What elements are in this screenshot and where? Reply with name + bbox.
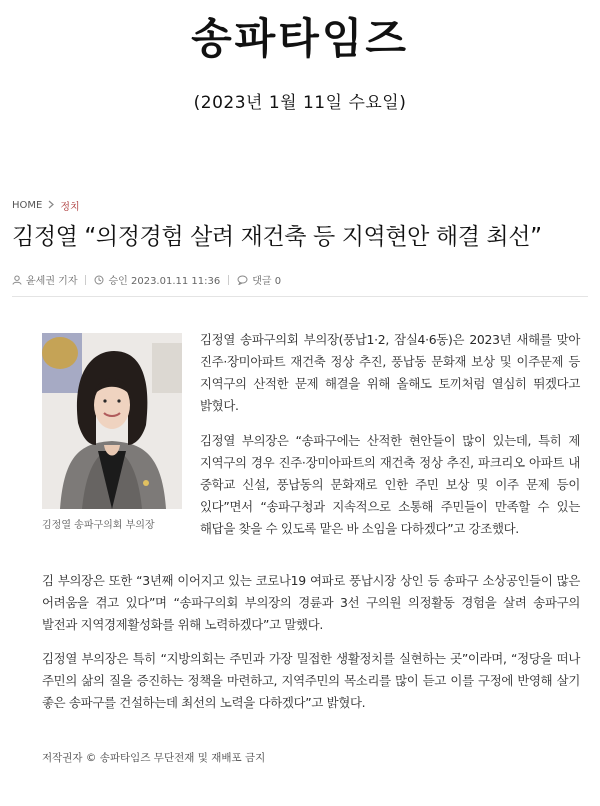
breadcrumb-category[interactable]: 정치 [60, 202, 80, 213]
article-paragraph: 김정열 송파구의회 부의장(풍납1·2, 잠실4·6동)은 2023년 새해를 맞아 진주·장미아파트 재건축 정상 추진, 풍납동 문화재 보상 및 이주문제 등 지역구의 산적한 문제 해결을 위해 올해도 토끼처럼 열심히 뛰겠다고 밝혔다. [200, 332, 580, 413]
approval-info [94, 272, 220, 287]
article-paragraph: 김정열 부의장은 “송파구에는 산적한 현안들이 많이 있는데, 특히 제 지역구의 경우 진주·장미아파트의 재건축 정상 추진, 파크리오 아파트 내 중학교 신설, 풍납동의 문화재로 인한 주민 보상 및 이주 문제 등이 있다”면서 “송파구청과 지속적으로 소통해 주민들이 만족할 수 있는 해답을 찾을 수 있도록 맡은 바 소임을 다하겠다”고 강조했다. [200, 433, 580, 536]
meta-divider [228, 275, 229, 285]
approval-timestamp: 승인 2023.01.11 11:36 [108, 276, 221, 287]
comment-icon [237, 275, 248, 285]
breadcrumb-home[interactable]: HOME [12, 200, 43, 211]
comment-count[interactable]: 댓글 0 [252, 276, 282, 287]
article-meta [12, 272, 281, 287]
article-title: 김정열 “의정경험 살려 재건축 등 지역현안 해결 최선” [12, 224, 542, 250]
article-paragraph: 김 부의장은 또한 “3년째 이어지고 있는 코로나19 여파로 풍납시장 상인 등 송파구 소상공인들이 많은 어려움을 겪고 있다”며 “송파구의회 부의장의 경륜과 3선 구의원 의정활동 경험을 살려 송파구의 발전과 지역경제활성화를 위해 노력하겠다”고 말했다. [42, 573, 580, 632]
user-icon [12, 275, 22, 285]
meta-divider [85, 275, 86, 285]
chevron-right-icon [48, 199, 54, 212]
copyright-notice: 저작권자 © 송파타임즈 무단전재 및 재배포 금지 [42, 752, 266, 764]
author-name[interactable]: 윤세권 기자 [26, 276, 78, 287]
masthead [0, 14, 600, 113]
article-paragraph: 김정열 부의장은 특히 “지방의회는 주민과 가장 밀접한 생활정치를 실현하는 곳”이라며, “정당을 떠나 주민의 삶의 질을 증진하는 정책을 마련하고, 지역주민의 목소리를 많이 듣고 이를 구정에 반영해 살기 좋은 송파구를 건설하는데 최선의 노력을 다하겠다”고 밝혔다. [42, 651, 580, 710]
clock-icon [94, 275, 104, 285]
breadcrumb [12, 198, 80, 213]
photo-caption: 김정열 송파구의회 부의장 [42, 520, 155, 531]
portrait-illustration [42, 333, 182, 509]
author-info [12, 272, 77, 287]
comment-info[interactable] [237, 272, 281, 287]
article-photo [42, 333, 182, 509]
site-logo[interactable]: 송파타임즈 [191, 14, 409, 63]
issue-date: (2023년 1월 11일 수요일) [193, 93, 407, 113]
header-divider [12, 296, 588, 297]
